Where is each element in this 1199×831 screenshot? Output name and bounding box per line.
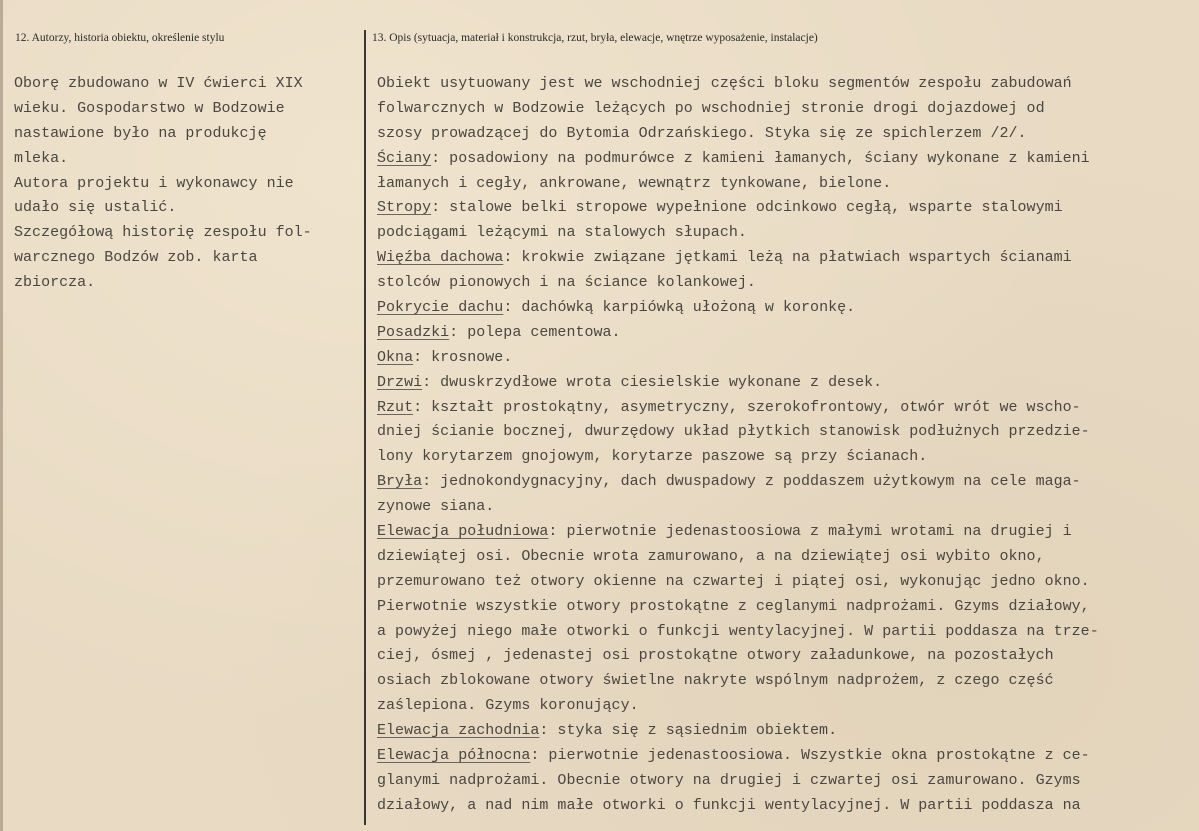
description-text-line	[377, 495, 1187, 520]
description-text-line	[377, 122, 1187, 147]
description-text-line	[377, 520, 1187, 545]
description-text: : dwuskrzydłowe wrota ciesielskie wykonane z desek.	[422, 373, 883, 391]
section-heading: Posadzki	[377, 323, 450, 341]
description-text-line	[377, 97, 1187, 122]
history-text-line: warcznego Bodzów zob. karta	[14, 249, 258, 267]
description-text: : krokwie związane jętkami leżą na płatwiach wspartych ścianami	[503, 249, 1072, 267]
section-heading: Elewacja zachodnia	[377, 722, 540, 740]
description-text: dniej ścianie bocznej, dwurzędowy układ płytkich stanowisk podłużnych przedzie-	[377, 423, 1090, 441]
description-text: folwarcznych w Bodzowie leżących po wschodniej stronie drogi dojazdowej od	[377, 99, 1045, 117]
description-text-line	[377, 147, 1187, 172]
description-text-line	[377, 694, 1187, 719]
section-heading: Ściany	[377, 149, 432, 167]
description-text-line	[377, 620, 1187, 645]
description-text-line	[377, 669, 1187, 694]
description-text: : jednokondygnacyjny, dach dwuspadowy z poddaszem użytkowym na cele maga-	[422, 473, 1081, 491]
section-heading: Drzwi	[377, 373, 423, 391]
description-text-line	[377, 321, 1187, 346]
description-text: łamanych i cegły, ankrowane, wewnątrz tynkowane, bielone.	[377, 174, 892, 192]
description-text-line	[377, 445, 1187, 470]
history-text-line: wieku. Gospodarstwo w Bodzowie	[14, 99, 285, 117]
description-text-line	[377, 221, 1187, 246]
description-text: lony korytarzem gnojowym, korytarze paszowe są przy ścianach.	[377, 448, 928, 466]
description-text-line	[377, 595, 1187, 620]
description-text-line	[377, 545, 1187, 570]
section-heading: Elewacja południowa	[377, 523, 549, 541]
section-heading: Stropy	[377, 199, 432, 217]
history-text-line: Oborę zbudowano w IV ćwierci XIX	[14, 75, 303, 92]
description-text: : pierwotnie jedenastoosiowa z małymi wrotami na drugiej i	[548, 523, 1072, 541]
history-text-line: nastawione było na produkcję	[14, 124, 267, 142]
description-text-line	[377, 196, 1187, 221]
description-text-line	[377, 296, 1187, 321]
description-text-line	[377, 72, 1187, 97]
description-text: działowy, a nad nim małe otworki o funkcji wentylacyjnej. W partii poddasza na	[377, 796, 1081, 814]
description-text: dziewiątej osi. Obecnie wrota zamurowano, a na dziewiątej osi wybito okno,	[377, 547, 1045, 565]
description-text-line	[377, 371, 1187, 396]
section-heading: Elewacja północna	[377, 747, 531, 765]
description-text-line	[377, 470, 1187, 495]
section-heading: Okna	[377, 348, 414, 366]
description-text-line	[377, 346, 1187, 371]
description-text: : krosnowe.	[413, 348, 513, 366]
description-text: Pierwotnie wszystkie otwory prostokątne z ceglanymi nadprożami. Gzyms działowy,	[377, 597, 1090, 615]
description-text: podciągami leżącymi na stalowych słupach.	[377, 224, 747, 242]
description-text-line	[377, 271, 1187, 296]
description-text-line	[377, 396, 1187, 421]
description-text: a powyżej niego małe otworki o funkcji wentylacyjnej. W partii poddasza na trze-	[377, 622, 1099, 640]
description-text: szosy prowadzącej do Bytomia Odrzańskiego. Styka się ze spichlerzem /2/.	[377, 124, 1027, 142]
description-text-line	[377, 420, 1187, 445]
history-text-block	[14, 72, 360, 296]
description-text-line	[377, 644, 1187, 669]
description-text: : pierwotnie jedenastoosiowa. Wszystkie okna prostokątne z ce-	[530, 747, 1090, 765]
sheet-left-edge	[0, 0, 3, 831]
section-heading: Rzut	[377, 398, 414, 416]
description-text-line	[377, 172, 1187, 197]
section-heading: Pokrycie dachu	[377, 299, 504, 317]
description-text-line	[377, 570, 1187, 595]
left-column-header: 12. Autorzy, historia obiektu, określenie stylu	[15, 32, 225, 44]
description-text: : posadowiony na podmurówce z kamieni łamanych, ściany wykonane z kamieni	[431, 149, 1090, 167]
history-text-line: Autora projektu i wykonawcy nie	[14, 174, 294, 192]
description-text: : dachówką karpiówką ułożoną w koronkę.	[503, 299, 856, 317]
right-column-header: 13. Opis (sytuacja, materiał i konstrukcja, rzut, bryła, elewacje, wnętrze wyposażenie, instalacje)	[372, 32, 818, 44]
description-text: : kształt prostokątny, asymetryczny, szerokofrontowy, otwór wrót we wscho-	[413, 398, 1081, 416]
description-text: osiach zblokowane otwory świetlne nakryte wspólnym nadprożem, z czego część	[377, 672, 1054, 690]
description-text-line	[377, 744, 1187, 769]
history-text-line: Szczegółową historię zespołu fol-	[14, 224, 312, 242]
description-text: zaślepiona. Gzyms koronujący.	[377, 697, 639, 715]
section-heading: Więźba dachowa	[377, 249, 504, 267]
description-text: przemurowano też otwory okienne na czwartej i piątej osi, wykonując jedno okno.	[377, 572, 1090, 590]
description-text: glanymi nadprożami. Obecnie otwory na drugiej i czwartej osi zamurowano. Gzyms	[377, 771, 1081, 789]
description-text-line	[377, 719, 1187, 744]
description-text: : polepa cementowa.	[449, 323, 621, 341]
description-text: Obiekt usytuowany jest we wschodniej części bloku segmentów zespołu zabudowań	[377, 75, 1072, 92]
section-heading: Bryła	[377, 473, 423, 491]
history-text-line: mleka.	[14, 149, 69, 167]
description-text-line	[377, 246, 1187, 271]
description-text-block	[377, 72, 1187, 819]
column-divider	[364, 30, 366, 825]
description-text-line	[377, 794, 1187, 819]
history-text-line: zbiorcza.	[14, 274, 96, 292]
description-text: : styka się z sąsiednim obiektem.	[539, 722, 838, 740]
history-text-line: udało się ustalić.	[14, 199, 177, 217]
description-text: stolców pionowych i na ściance kolankowej.	[377, 274, 756, 292]
description-text: ciej, ósmej , jedenastej osi prostokątne otwory załadunkowe, na pozostałych	[377, 647, 1054, 665]
description-text: zynowe siana.	[377, 498, 495, 516]
description-text: : stalowe belki stropowe wypełnione odcinkowo cegłą, wsparte stalowymi	[431, 199, 1063, 217]
description-text-line	[377, 769, 1187, 794]
